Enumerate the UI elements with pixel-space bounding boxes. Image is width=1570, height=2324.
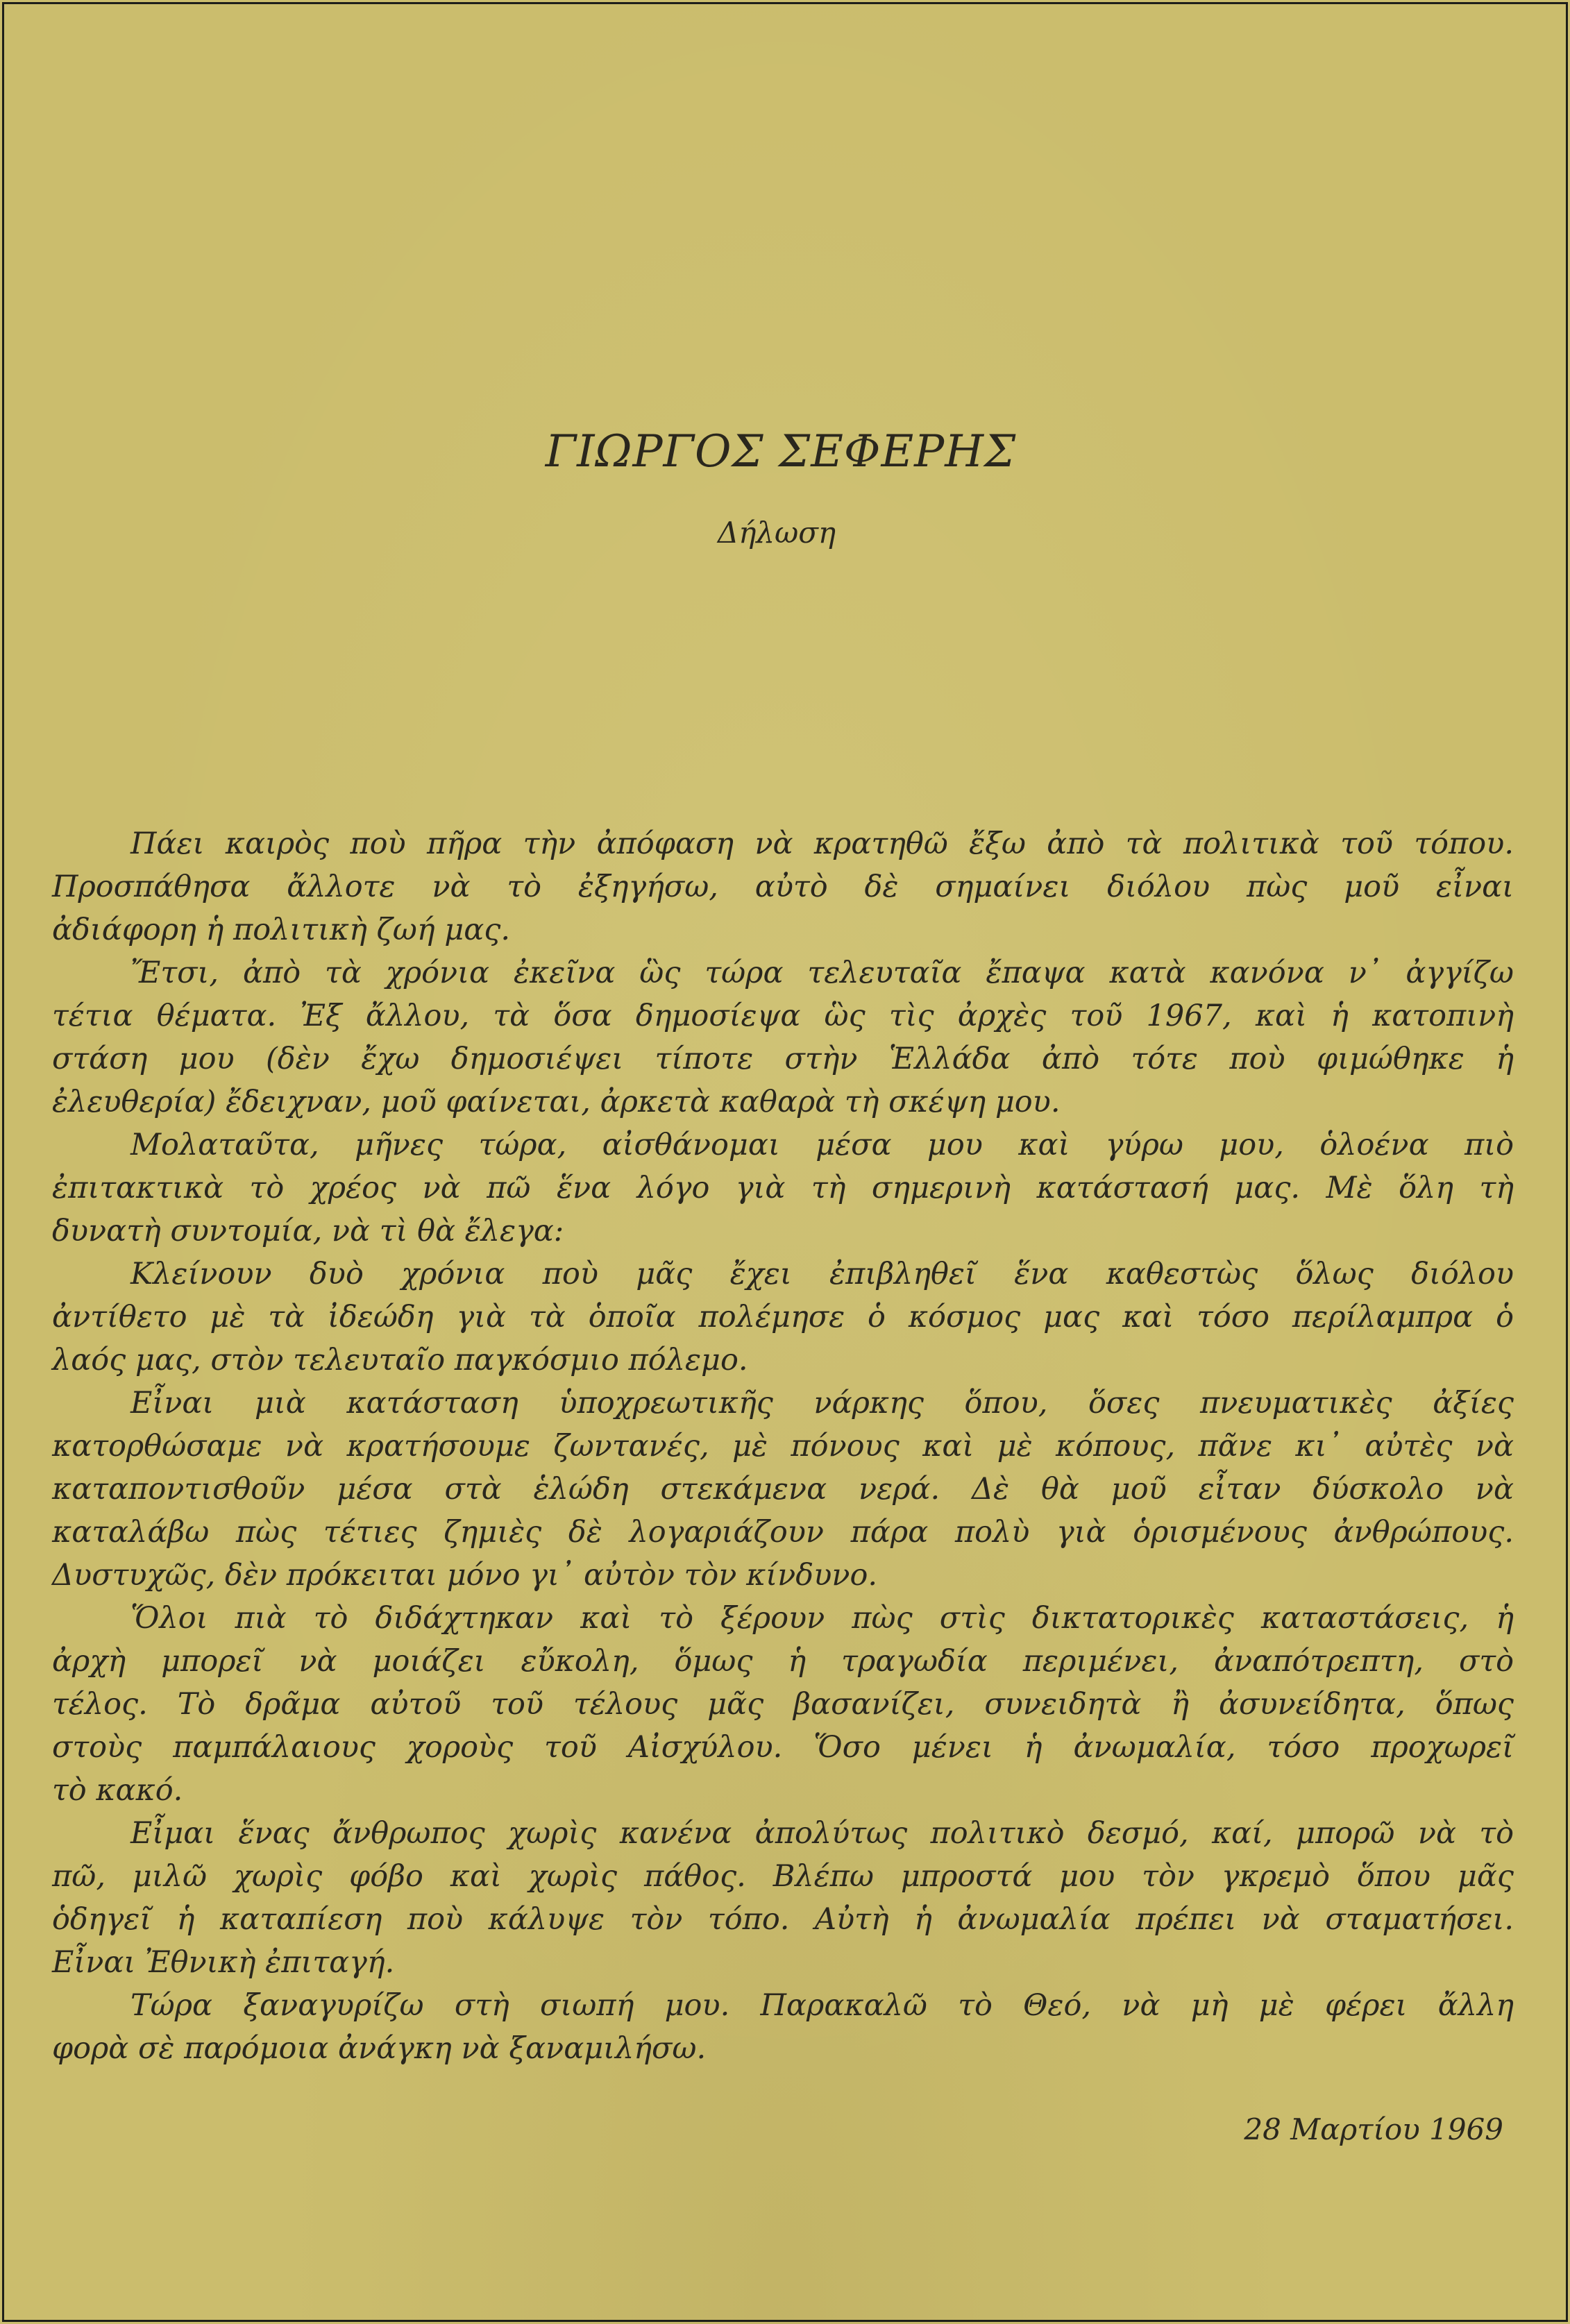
text-line: Ἔτσι, ἀπὸ τὰ χρόνια ἐκεῖνα ὣς τώρα τελευταῖα ἔπαψα κατὰ κανόνα ν᾿ ἀγγίζω — [130, 956, 1514, 990]
text-line: κατορθώσαμε νὰ κρατήσουμε ζωντανές, μὲ πόνους καὶ μὲ κόπους, πᾶνε κι᾿ αὐτὲς νὰ — [52, 1429, 1514, 1464]
text-line: στοὺς παμπάλαιους χοροὺς τοῦ Αἰσχύλου. Ὅσο μένει ἡ ἀνωμαλία, τόσο προχωρεῖ — [52, 1730, 1514, 1765]
text-line: Εἶναι Ἐθνικὴ ἐπιταγή. — [52, 1945, 395, 1980]
paragraph — [52, 951, 1514, 1123]
paragraph — [52, 1812, 1514, 1984]
text-line: ἀρχὴ μπορεῖ νὰ μοιάζει εὔκολη, ὅμως ἡ τραγωδία περιμένει, ἀναπότρεπτη, στὸ — [52, 1644, 1514, 1679]
paragraph — [52, 822, 1514, 951]
text-line: στάση μου (δὲν ἔχω δημοσιέψει τίποτε στὴν Ἑλλάδα ἀπὸ τότε ποὺ φιμώθηκε ἡ — [52, 1042, 1514, 1076]
text-line: Δυστυχῶς, δὲν πρόκειται μόνο γι᾿ αὐτὸν τὸν κίνδυνο. — [52, 1558, 878, 1593]
text-line: δυνατὴ συντομία, νὰ τὶ θὰ ἔλεγα: — [52, 1214, 564, 1248]
text-line: καταποντισθοῦν μέσα στὰ ἑλώδη στεκάμενα νερά. Δὲ θὰ μοῦ εἶταν δύσκολο νὰ — [52, 1472, 1514, 1507]
text-line: τὸ κακό. — [52, 1773, 183, 1808]
text-line: Πάει καιρὸς ποὺ πῆρα τὴν ἀπόφαση νὰ κρατηθῶ ἔξω ἀπὸ τὰ πολιτικὰ τοῦ τόπου. — [130, 826, 1514, 861]
paragraph — [52, 1253, 1514, 1382]
text-line: Μολαταῦτα, μῆνες τώρα, αἰσθάνομαι μέσα μου καὶ γύρω μου, ὁλοένα πιὸ — [130, 1128, 1514, 1162]
text-line: καταλάβω πὼς τέτιες ζημιὲς δὲ λογαριάζουν πάρα πολὺ γιὰ ὁρισμένους ἀνθρώπους. — [52, 1515, 1514, 1550]
statement-body — [52, 822, 1514, 2070]
text-line: ἀδιάφορη ἡ πολιτικὴ ζωή μας. — [52, 913, 511, 947]
text-line: πῶ, μιλῶ χωρὶς φόβο καὶ χωρὶς πάθος. Βλέπω μπροστά μου τὸν γκρεμὸ ὅπου μᾶς — [52, 1859, 1514, 1894]
document-title: Δήλωση — [717, 516, 836, 550]
text-line: τέλος. Τὸ δρᾶμα αὐτοῦ τοῦ τέλους μᾶς βασανίζει, συνειδητὰ ἢ ἀσυνείδητα, ὅπως — [52, 1687, 1514, 1722]
text-line: ὁδηγεῖ ἡ καταπίεση ποὺ κάλυψε τὸν τόπο. Αὐτὴ ἡ ἀνωμαλία πρέπει νὰ σταματήσει. — [52, 1902, 1514, 1937]
paragraph — [52, 1382, 1514, 1597]
paragraph — [52, 1597, 1514, 1812]
text-line: ἐπιτακτικὰ τὸ χρέος νὰ πῶ ἕνα λόγο γιὰ τὴ σημερινὴ κατάστασή μας. Μὲ ὅλη τὴ — [52, 1171, 1514, 1205]
paragraph — [52, 1984, 1514, 2070]
text-line: Προσπάθησα ἄλλοτε νὰ τὸ ἐξηγήσω, αὐτὸ δὲ σημαίνει διόλου πὼς μοῦ εἶναι — [52, 870, 1514, 904]
text-line: Ὅλοι πιὰ τὸ διδάχτηκαν καὶ τὸ ξέρουν πὼς στὶς δικτατορικὲς καταστάσεις, ἡ — [130, 1601, 1514, 1636]
author-heading: ΓΙΩΡΓΟΣ ΣΕΦΕΡΗΣ — [545, 426, 1017, 477]
text-line: Τώρα ξαναγυρίζω στὴ σιωπή μου. Παρακαλῶ τὸ Θεό, νὰ μὴ μὲ φέρει ἄλλη — [130, 1988, 1514, 2023]
signature-date: 28 Μαρτίου 1969 — [1244, 2112, 1503, 2146]
text-line: φορὰ σὲ παρόμοια ἀνάγκη νὰ ξαναμιλήσω. — [52, 2031, 707, 2066]
text-line: τέτια θέματα. Ἐξ ἄλλου, τὰ ὅσα δημοσίεψα ὣς τὶς ἀρχὲς τοῦ 1967, καὶ ἡ κατοπινὴ — [52, 999, 1514, 1033]
text-line: λαός μας, στὸν τελευταῖο παγκόσμιο πόλεμο. — [52, 1343, 748, 1377]
text-line: ἀντίθετο μὲ τὰ ἰδεώδη γιὰ τὰ ὁποῖα πολέμησε ὁ κόσμος μας καὶ τόσο περίλαμπρα ὁ — [52, 1300, 1514, 1334]
text-line: Εἶναι μιὰ κατάσταση ὑποχρεωτικῆς νάρκης ὅπου, ὅσες πνευματικὲς ἀξίες — [130, 1386, 1514, 1420]
text-line: ἐλευθερία) ἔδειχναν, μοῦ φαίνεται, ἀρκετὰ καθαρὰ τὴ σκέψη μου. — [52, 1085, 1061, 1119]
paragraph — [52, 1123, 1514, 1253]
text-line: Κλείνουν δυὸ χρόνια ποὺ μᾶς ἔχει ἐπιβληθεῖ ἕνα καθεστὼς ὅλως διόλου — [130, 1257, 1514, 1291]
text-line: Εἶμαι ἕνας ἄνθρωπος χωρὶς κανένα ἀπολύτως πολιτικὸ δεσμό, καί, μπορῶ νὰ τὸ — [130, 1816, 1514, 1851]
